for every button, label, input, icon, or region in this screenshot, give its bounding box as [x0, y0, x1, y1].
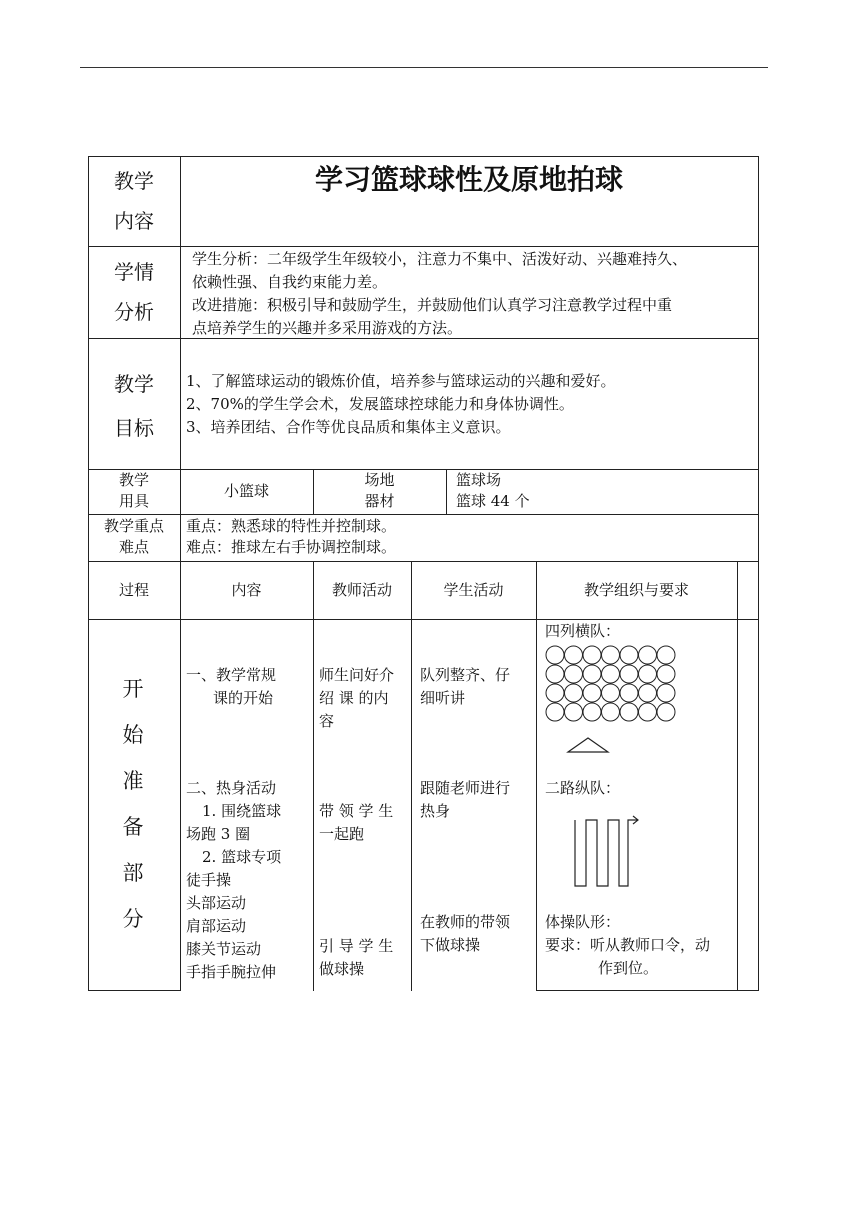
student-circle-icon: [657, 665, 675, 683]
student-circle-icon: [639, 665, 657, 683]
goal-text: 1、了解篮球运动的锻炼价值，培养参与篮球运动的兴趣和爱好。 2、70%的学生学会术，发展篮球控球能力和身体协调性。 3、培养团结、合作等优良品质和集体主义意识。: [186, 372, 616, 436]
goal-label: 教学 目标: [114, 372, 154, 440]
formation-label-3: 体操队形：: [545, 913, 621, 931]
student-activity-2: 跟随老师进行 热身: [420, 779, 511, 820]
formation-label-2: 二路纵队：: [545, 779, 621, 797]
student-circle-icon: [602, 646, 620, 664]
requirement-text: 要求：听从教师口令，动 作到位。: [545, 936, 711, 977]
key-text: 重点：熟悉球的特性并控制球。 难点：推球左右手协调控制球。: [186, 517, 397, 556]
student-circle-icon: [583, 684, 601, 702]
section-label: 开 始 准 备 部 分: [122, 677, 144, 931]
four-row-formation-diagram: [545, 645, 685, 755]
student-circle-icon: [620, 684, 638, 702]
student-circle-icon: [565, 665, 583, 683]
student-circle-icon: [620, 703, 638, 721]
header-content: 内容: [231, 581, 262, 599]
page-title: 学习篮球球性及原地拍球: [314, 163, 623, 196]
student-circle-icon: [583, 703, 601, 721]
analysis-label: 学情 分析: [114, 260, 154, 324]
venue-value: 篮球场 篮球 44 个: [456, 471, 530, 510]
venue-label: 场地 器材: [364, 471, 395, 510]
student-circle-icon: [602, 665, 620, 683]
student-circle-icon: [657, 646, 675, 664]
student-circle-icon: [620, 646, 638, 664]
student-activity-1: 队列整齐、仔 细听讲: [420, 666, 511, 707]
student-circle-icon: [602, 703, 620, 721]
student-circle-icon: [565, 684, 583, 702]
teacher-activity-1: 师生问好介 绍 课 的内 容: [319, 666, 395, 730]
student-circle-icon: [657, 703, 675, 721]
tools-label: 教学 用具: [118, 471, 149, 510]
content-label: 教学 内容: [114, 169, 154, 233]
student-circle-icon: [583, 665, 601, 683]
student-circle-icon: [546, 665, 564, 683]
student-circle-icon: [546, 703, 564, 721]
student-circle-icon: [639, 646, 657, 664]
student-circle-icon: [565, 703, 583, 721]
student-activity-3: 在教师的带领 下做球操: [420, 913, 511, 954]
student-circle-icon: [639, 684, 657, 702]
content-item-2: 二、热身活动 1. 围绕篮球 场跑 3 圈 2. 篮球专项 徒手操 头部运动 肩部运动 膝关节运动 手指手腕拉伸: [186, 779, 282, 981]
teacher-activity-2: 带 领 学 生 一起跑: [319, 802, 394, 843]
analysis-text: 学生分析：二年级学生年级较小，注意力不集中、活泼好动、兴趣难持久、 依赖性强、自我约束能力差。 改进措施：积极引导和鼓励学生，并鼓励他们认真学习注意教学过程中重 点培养学生的兴趣并多采用游戏的方法。: [192, 250, 688, 337]
teacher-activity-3: 引 导 学 生 做球操: [319, 937, 394, 978]
student-circle-icon: [639, 703, 657, 721]
content-item-1: 一、教学常规 课的开始: [186, 666, 277, 707]
student-circle-icon: [657, 684, 675, 702]
student-circle-icon: [620, 665, 638, 683]
header-rule: [80, 67, 768, 68]
student-circle-icon: [583, 646, 601, 664]
double-column-formation-diagram: [570, 815, 650, 890]
student-circle-icon: [546, 646, 564, 664]
header-student: 学生活动: [443, 581, 504, 599]
teacher-triangle-icon: [568, 738, 608, 752]
tools-value: 小篮球: [223, 482, 269, 500]
student-circle-icon: [565, 646, 583, 664]
student-circle-icon: [546, 684, 564, 702]
key-label: 教学重点 难点: [103, 517, 164, 556]
header-process: 过程: [118, 581, 149, 599]
header-teacher: 教师活动: [331, 581, 392, 599]
student-circle-icon: [602, 684, 620, 702]
formation-label-1: 四列横队：: [545, 622, 621, 640]
header-organization: 教学组织与要求: [583, 581, 689, 599]
